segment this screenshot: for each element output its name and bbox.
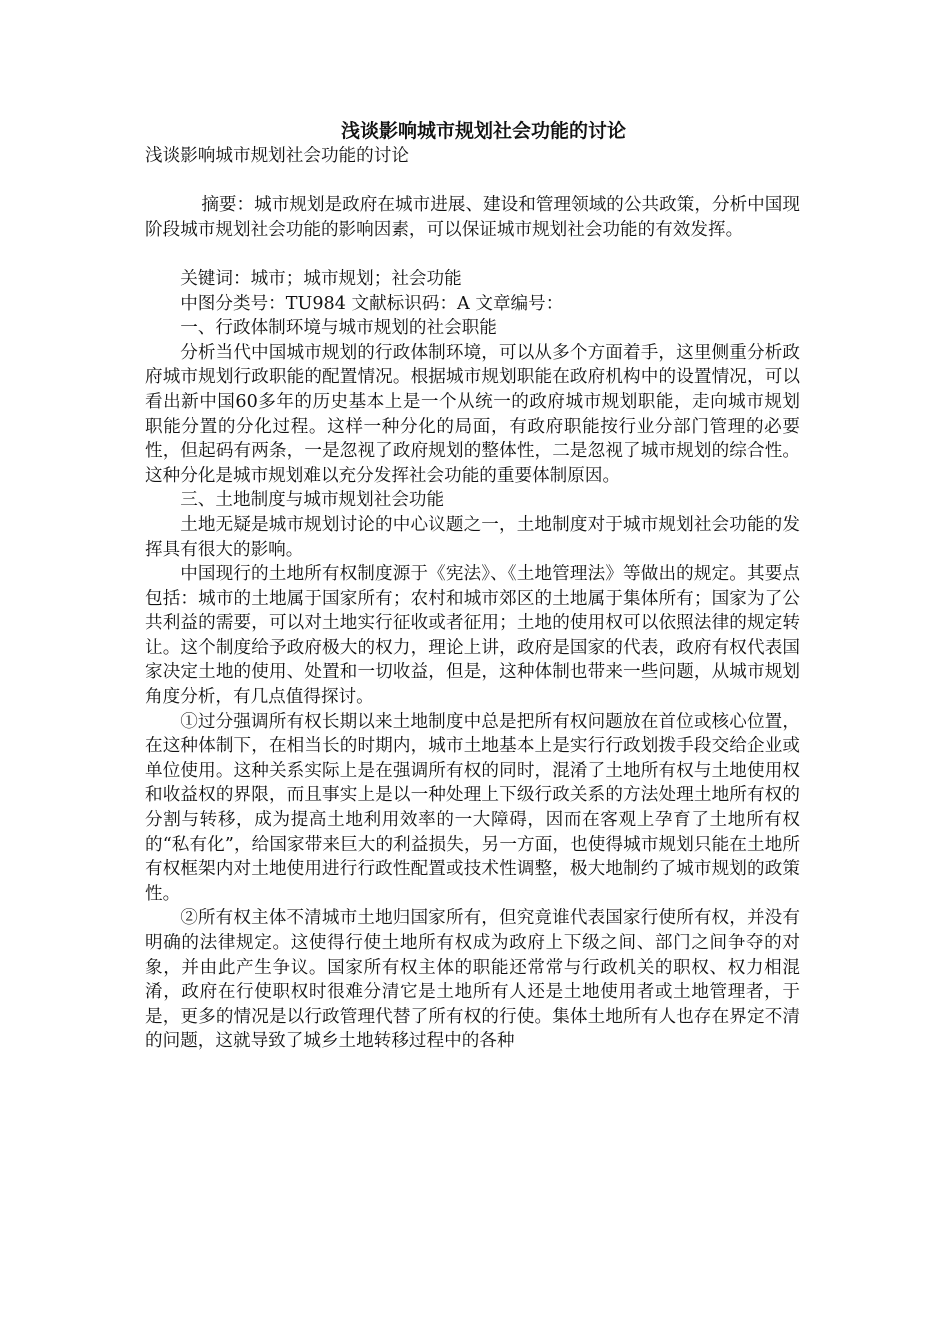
section-heading-1: 一、行政体制环境与城市规划的社会职能 bbox=[180, 318, 497, 339]
body-paragraph: ①过分强调所有权长期以来土地制度中总是把所有权问题放在首位或核心位置，在这种体制下，在相当长的时期内，城市土地基本上是实行行政划拨手段交给企业或单位使用。这种关系实际上是在强调所有权的同时，混淆了土地所有权与土地使用权和收益权的界限，而且事实上是以一种处理上下级行政关系的方法处理土地所有权的分割与转移，成为提高土地利用效率的一大障碍，因而在客观上孕育了土地所有权的“私有化”，给国家带来巨大的利益损失，另一方面，也使得城市规划只能在土地所有权框架内对土地使用进行行政性配置或技术性调整，极大地制约了城市规划的政策性。 bbox=[145, 711, 800, 904]
body-paragraph: 分析当代中国城市规划的行政体制环境，可以从多个方面着手，这里侧重分析政府城市规划行政职能的配置情况。根据城市规划职能在政府机构中的设置情况，可以看出新中国60多年的历史基本上是一个从统一的政府城市规划职能，走向城市规划职能分置的分化过程。这样一种分化的局面，有政府职能按行业分部门管理的必要性，但起码有两条，一是忽视了政府规划的整体性，二是忽视了城市规划的综合性。这种分化是城市规划难以充分发挥社会功能的重要体制原因。 bbox=[145, 342, 800, 486]
document-page bbox=[145, 118, 800, 1054]
body-paragraph: 土地无疑是城市规划讨论的中心议题之一，土地制度对于城市规划社会功能的发挥具有很大的影响。 bbox=[145, 514, 800, 560]
keywords-line: 关键词：城市；城市规划；社会功能 bbox=[180, 268, 462, 289]
section-heading-3: 三、土地制度与城市规划社会功能 bbox=[180, 490, 445, 511]
document-subtitle: 浅谈影响城市规划社会功能的讨论 bbox=[145, 146, 409, 166]
body-paragraph: ②所有权主体不清城市土地归国家所有，但究竟谁代表国家行使所有权，并没有明确的法律规定。这使得行使土地所有权成为政府上下级之间、部门之间争夺的对象，并由此产生争议。国家所有权主体的职能还常常与行政机关的职权、权力相混淆，政府在行使职权时很难分清它是土地所有人还是土地使用者或土地管理者，于是，更多的情况是以行政管理代替了所有权的行使。集体土地所有人也存在界定不清的问题，这就导致了城乡土地转移过程中的各种 bbox=[145, 908, 800, 1052]
blank-line bbox=[145, 169, 800, 194]
document-title: 浅谈影响城市规划社会功能的讨论 bbox=[340, 120, 626, 142]
abstract-paragraph: 摘要：城市规划是政府在城市进展、建设和管理领域的公共政策，分析中国现阶段城市规划社会功能的影响因素，可以保证城市规划社会功能的有效发挥。 bbox=[145, 195, 800, 240]
body-paragraph: 中国现行的土地所有权制度源于《宪法》、《土地管理法》等做出的规定。其要点包括：城市的土地属于国家所有；农村和城市郊区的土地属于集体所有；国家为了公共利益的需要，可以对土地实行征收或者征用；土地的使用权可以依照法律的规定转让。这个制度给予政府极大的权力，理论上讲，政府是国家的代表，政府有权代表国家决定土地的使用、处置和一切收益，但是，这种体制也带来一些问题，从城市规划角度分析，有几点值得探讨。 bbox=[145, 564, 800, 708]
classification-line: 中图分类号：TU984 文献标识码：A 文章编号： bbox=[180, 293, 564, 314]
blank-line bbox=[145, 242, 800, 267]
